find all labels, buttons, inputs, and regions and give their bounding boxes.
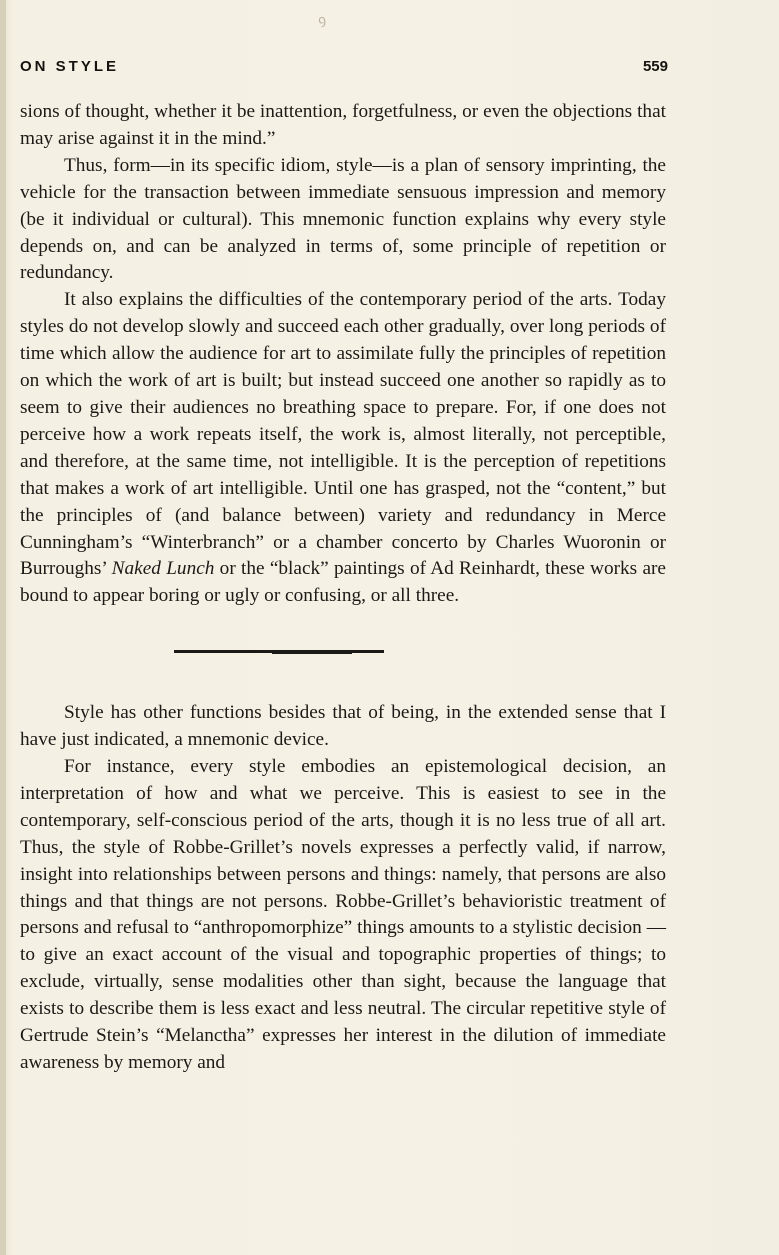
- paragraph-3: [20, 287, 666, 610]
- running-title: ON STYLE: [20, 58, 120, 75]
- paragraph-3-text: It also explains the difficulties of the contemporary period of the arts. Today styles do not develop slowly and succeed each other gradually, over long periods of time which allow the audience for art to assimilate fully the principles of repetition on which the work of art is built; but instead succeed one another so rapidly as to seem to give their audiences no breathing space to prepare. For, if one does not perceive how a work repeats itself, the work is, almost literally, not perceptible, and therefore, at the same time, not intelligible. It is the perception of repetitions that makes a work of art intelligible. Until one has grasped, not the “content,” but the principles of (and balance between) variety and redundancy in Merce Cunningham’s “Winterbranch” or a chamber concerto by Charles Wuoronin or Burroughs’: [20, 289, 666, 580]
- running-header: [20, 58, 668, 82]
- page-number: 559: [642, 58, 668, 75]
- italic-book-title: Naked Lunch: [111, 558, 215, 580]
- section-break: [20, 610, 666, 700]
- margin-pencil-mark: ꝯ: [317, 12, 327, 29]
- paragraph-5: For instance, every style embodies an epistemological decision, an interpretation of how and what we perceive. This is easiest to see in the contemporary, self-conscious period of the arts, though it is no less true of all art. Thus, the style of Robbe-Grillet’s novels expresses a perfectly valid, if narrow, insight into relationships between persons and things: namely, that persons are also things and that things are not persons. Robbe-Grillet’s behavioristic treatment of persons and refusal to “anthropomorphize” things amounts to a stylistic decision —to give an exact account of the visual and topographic properties of things; to exclude, virtually, sense modalities other than sight, because the language that exists to describe them is less exact and less neutral. The circular repetitive style of Gertrude Stein’s “Melanctha” expresses her interest in the dilution of immediate awareness by memory and: [20, 756, 666, 1073]
- paragraph-1: sions of thought, whether it be inattention, forgetfulness, or even the objections that may arise against it in the mind.”: [20, 101, 666, 149]
- body-text: [20, 99, 666, 1077]
- section-divider-center: [272, 650, 352, 654]
- paragraph-2: Thus, form—in its specific idiom, style—is a plan of sensory imprinting, the vehicle for the transaction between immediate sensuous impression and memory (be it individual or cultural). This mnemonic function explains why every style depends on, and can be analyzed in terms of, some principle of repetition or redundancy.: [20, 154, 666, 284]
- paragraph-3-tail: or the “black” paintings of Ad Reinhardt, these works are bound to appear boring or ugly or confusing, or all three.: [20, 558, 666, 607]
- paragraph-4: Style has other functions besides that of being, in the extended sense that I have just indicated, a mnemonic device.: [20, 702, 666, 751]
- page-gutter-shadow: [0, 0, 6, 1255]
